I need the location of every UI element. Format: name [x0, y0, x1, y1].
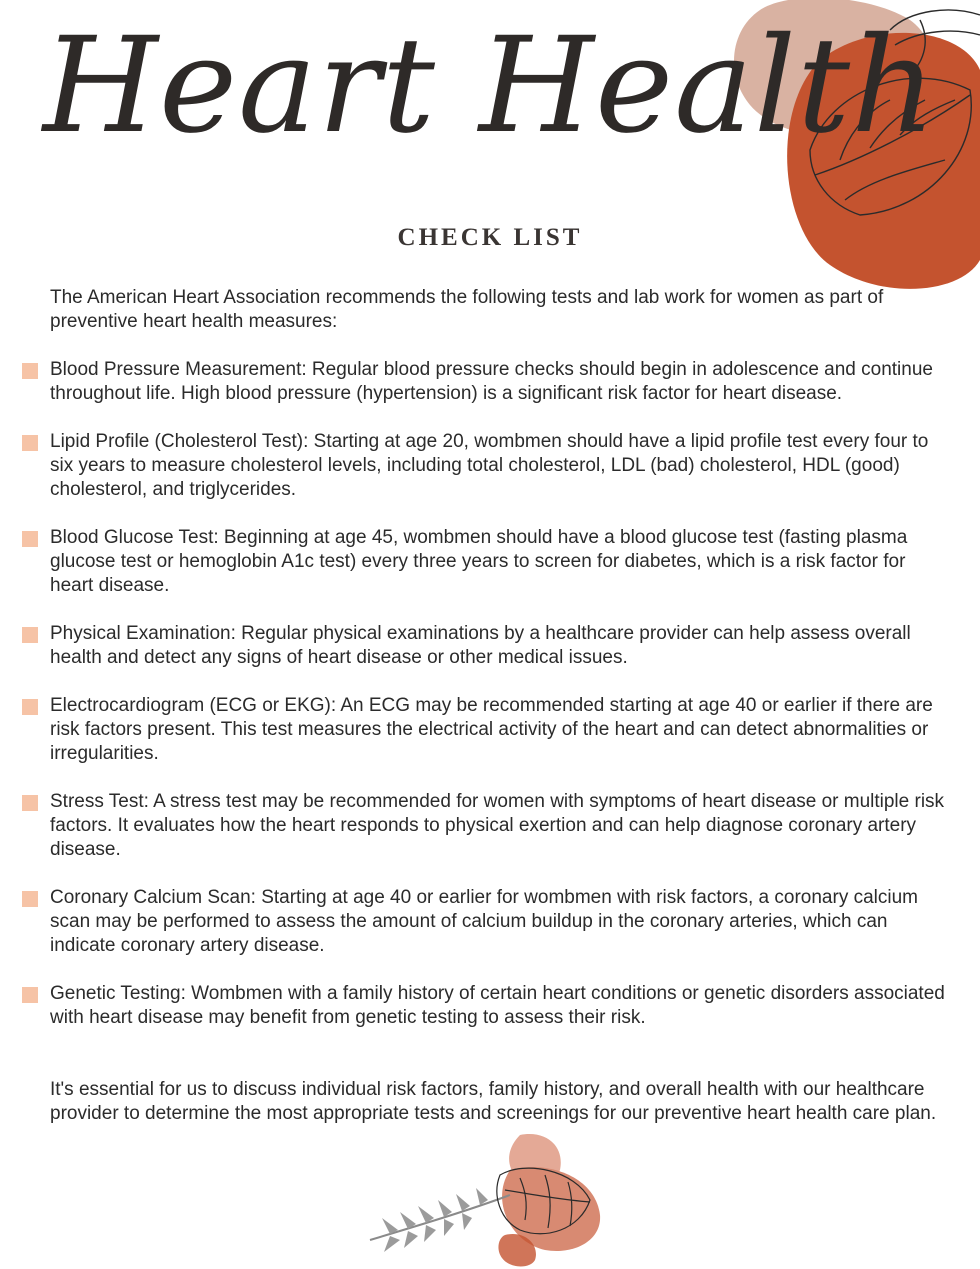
checkbox[interactable]: [22, 987, 38, 1003]
checklist-item-text: Blood Glucose Test: Beginning at age 45, wombmen should have a blood glucose test (fasting plasma glucose test or hemoglobin A1c test) every three years to screen for diabetes, which is a risk factor for heart disease.: [50, 527, 908, 596]
checkbox[interactable]: [22, 795, 38, 811]
intro-paragraph: The American Heart Association recommends the following tests and lab work for women as part of preventive heart health measures:: [50, 287, 884, 332]
closing-paragraph: It's essential for us to discuss individual risk factors, family history, and overall health with our healthcare provider to determine the most appropriate tests and screenings for our preventive heart health care plan.: [50, 1079, 937, 1124]
checklist-item: [22, 886, 952, 958]
checklist-item: [22, 358, 952, 406]
checklist-item-text: Electrocardiogram (ECG or EKG): An ECG may be recommended starting at age 40 or earlier if there are risk factors present. This test measures the electrical activity of the heart and can detect abnormalities or irregularities.: [50, 695, 933, 764]
checklist-item: [22, 622, 952, 670]
page-subtitle: CHECK LIST: [397, 224, 583, 251]
checklist-item-text: Blood Pressure Measurement: Regular blood pressure checks should begin in adolescence and continue throughout life. High blood pressure (hypertension) is a significant risk factor for heart disease.: [50, 359, 933, 404]
checklist-item-text: Genetic Testing: Wombmen with a family history of certain heart conditions or genetic disorders associated with heart disease may benefit from genetic testing to assess their risk.: [50, 983, 945, 1028]
page-title: Heart Health: [42, 9, 938, 163]
checkbox[interactable]: [22, 627, 38, 643]
fern: [370, 1188, 510, 1252]
checklist-item: [22, 790, 952, 862]
checkbox[interactable]: [22, 531, 38, 547]
checkbox[interactable]: [22, 435, 38, 451]
checkbox[interactable]: [22, 363, 38, 379]
checklist-item-text: Physical Examination: Regular physical examinations by a healthcare provider can help assess overall health and detect any signs of heart disease or other medical issues.: [50, 623, 911, 668]
checklist-item: [22, 526, 952, 598]
checklist-item-text: Lipid Profile (Cholesterol Test): Starting at age 20, wombmen should have a lipid profile test every four to six years to measure cholesterol levels, including total cholesterol, LDL (bad) cholesterol, HDL (good) cholesterol, and triglycerides.: [50, 431, 929, 500]
checklist-item-text: Coronary Calcium Scan: Starting at age 40 or earlier for wombmen with risk factors, a coronary calcium scan may be performed to assess the amount of calcium buildup in the coronary arteries, which can indicate coronary artery disease.: [50, 887, 919, 956]
fern-leaf-icon: [360, 1130, 610, 1269]
checklist-item: [22, 430, 952, 502]
checklist-item-text: Stress Test: A stress test may be recommended for women with symptoms of heart disease or multiple risk factors. It evaluates how the heart responds to physical exertion and can help diagnose coronary artery disease.: [50, 791, 945, 860]
checklist-item: [22, 694, 952, 766]
checklist-item: [22, 982, 952, 1030]
checkbox[interactable]: [22, 891, 38, 907]
checkbox[interactable]: [22, 699, 38, 715]
checklist: [22, 358, 952, 1030]
